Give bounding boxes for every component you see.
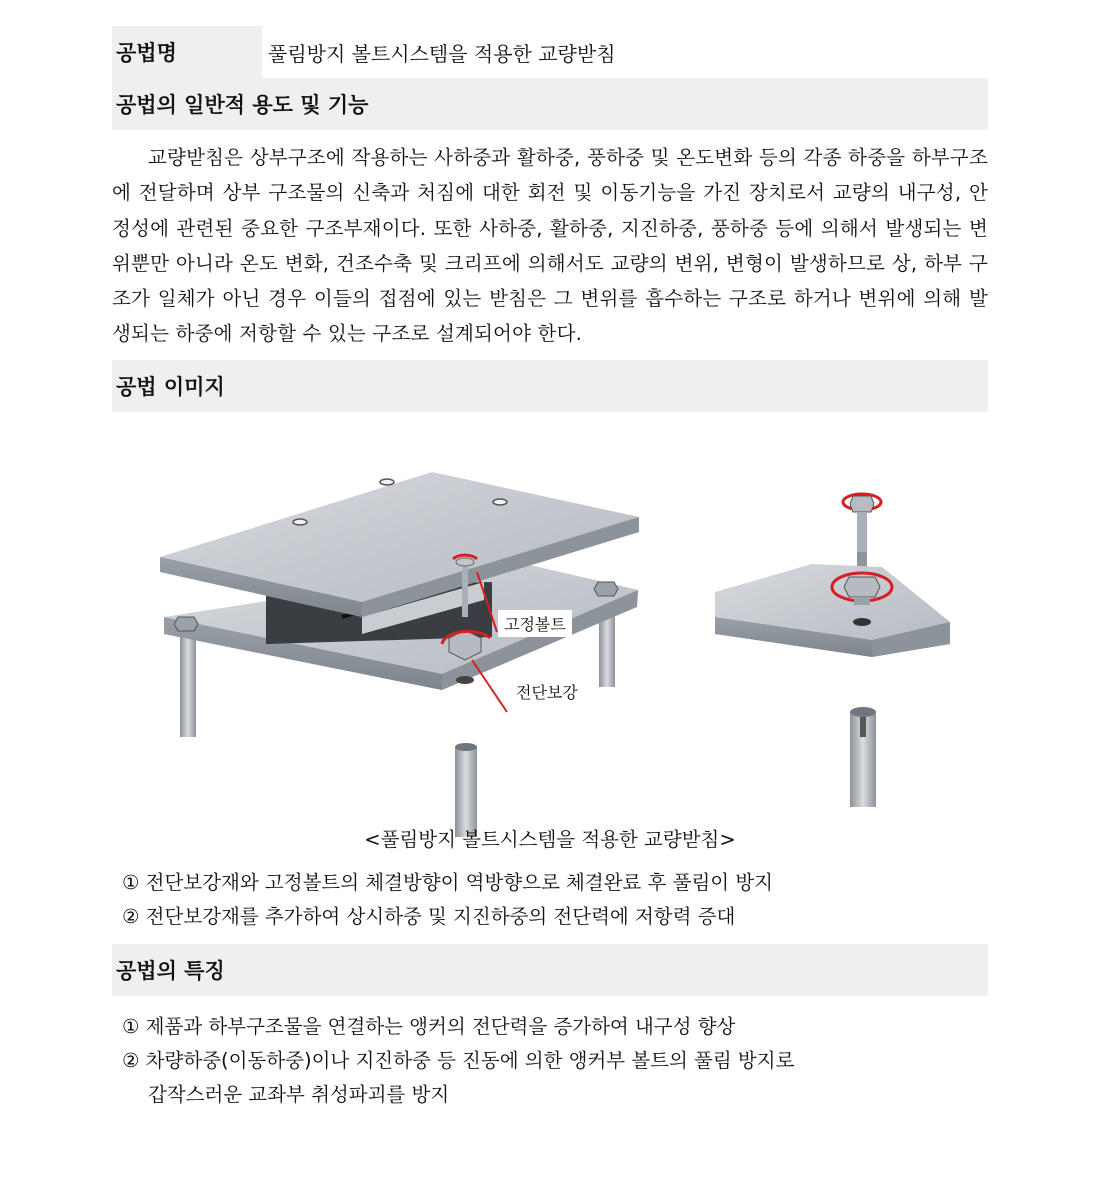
title-value: 풀림방지 볼트시스템을 적용한 교량받침 <box>268 41 616 66</box>
feature-2-continuation: 갑작스러운 교좌부 취성파괴를 방지 <box>148 1082 450 1106</box>
section-image-title: 공법 이미지 <box>112 360 988 412</box>
title-label: 공법명 <box>112 26 262 78</box>
right-bolt-detail <box>715 494 950 807</box>
feature-2: ② 차량하중(이동하중)이나 지진하중 등 진동에 의한 앵커부 볼트의 풀림 방지로 <box>122 1048 795 1072</box>
image-point-1: ① 전단보강재와 고정볼트의 체결방향이 역방향으로 체결완료 후 풀림이 방지 <box>122 870 774 894</box>
section-usage-title: 공법의 일반적 용도 및 기능 <box>112 78 988 130</box>
image-point-2: ② 전단보강재를 추가하여 상시하중 및 지진하중의 전단력에 저항력 증대 <box>122 904 736 928</box>
bearing-illustration <box>112 412 988 882</box>
feature-1: ① 제품과 하부구조물을 연결하는 앵커의 전단력을 증가하여 내구성 향상 <box>122 1014 736 1038</box>
title-row <box>112 26 988 78</box>
figure-caption: <풀림방지 볼트시스템을 적용한 교량받침> <box>364 827 736 851</box>
callout-fixing-bolt: 고정볼트 <box>498 610 572 637</box>
left-bearing-assembly <box>160 472 639 837</box>
usage-paragraph <box>112 140 988 352</box>
document-page <box>112 26 988 1122</box>
bearing-figure <box>112 412 988 882</box>
usage-text: 교량받침은 상부구조에 작용하는 사하중과 활하중, 풍하중 및 온도변화 등의 각종 하중을 하부구조에 전달하며 상부 구조물의 신축과 처짐에 대한 회전 및 이동기능을 가진 장치로서 교량의 내구성, 안정성에 관련된 중요한 구조부재이다. 또한 사하중, 활하중, 지진하중, 풍하중 등에 의해서 발생되는 변위뿐만 아니라 온도 변화, 건조수축 및 크리프에 의해서도 교량의 변위, 변형이 발생하므로 상, 하부 구조가 일체가 아닌 경우 이들의 접점에 있는 받침은 그 변위를 흡수하는 구조로 하거나 변위에 의해 발생되는 하중에 저항할 수 있는 구조로 설계되어야 한다. <box>112 146 988 346</box>
callout-shear-reinforcement: 전단보강 <box>510 678 584 705</box>
features-list <box>112 1010 988 1112</box>
section-features-title: 공법의 특징 <box>112 944 988 996</box>
